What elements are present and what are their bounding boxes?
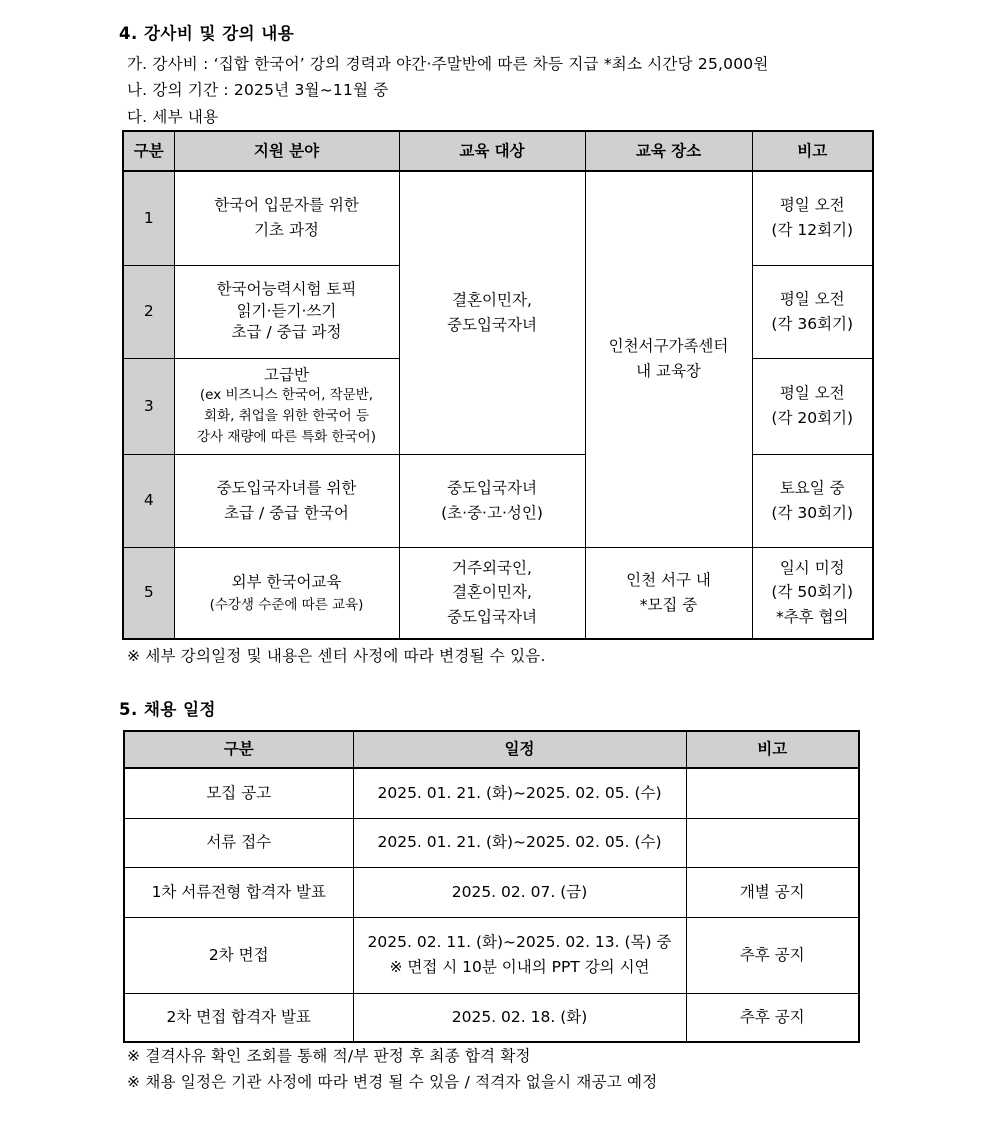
header-place: 교육 장소 bbox=[585, 131, 752, 171]
fee-line: 가. 강사비 : ‘집합 한국어’ 강의 경력과 야간·주말반에 따른 차등 지급 *최소 시간당 25,000원 bbox=[127, 55, 769, 73]
field-cell: 한국어 입문자를 위한 기초 과정 bbox=[174, 171, 399, 265]
table-row bbox=[124, 867, 859, 917]
item-cell: 2차 면접 합격자 발표 bbox=[124, 993, 353, 1042]
target-cell: 거주외국인, 결혼이민자, 중도입국자녀 bbox=[399, 547, 585, 639]
row-number: 1 bbox=[123, 171, 174, 265]
date-cell: 2025. 01. 21. (화)~2025. 02. 05. (수) bbox=[353, 768, 686, 818]
item-cell: 모집 공고 bbox=[124, 768, 353, 818]
date-cell: 2025. 02. 07. (금) bbox=[353, 867, 686, 917]
section-5-footnote-1: ※ 결격사유 확인 조회를 통해 적/부 판정 후 최종 합격 확정 bbox=[127, 1047, 531, 1065]
item-cell: 2차 면접 bbox=[124, 917, 353, 993]
section-5-title: 5. 채용 일정 bbox=[119, 700, 216, 719]
table-row bbox=[123, 454, 873, 547]
note-cell: 평일 오전 (각 20회기) bbox=[752, 358, 873, 454]
header-target: 교육 대상 bbox=[399, 131, 585, 171]
target-cell: 결혼이민자, 중도입국자녀 bbox=[399, 171, 585, 454]
details-line: 다. 세부 내용 bbox=[127, 108, 219, 126]
table-row bbox=[123, 547, 873, 639]
field-cell: 고급반 (ex 비즈니스 한국어, 작문반, 회화, 취업을 위한 한국어 등 강사 재량에 따른 특화 한국어) bbox=[174, 358, 399, 454]
header-category: 구분 bbox=[123, 131, 174, 171]
date-cell: 2025. 02. 18. (화) bbox=[353, 993, 686, 1042]
note-cell: 추후 공지 bbox=[686, 917, 859, 993]
header-note: 비고 bbox=[752, 131, 873, 171]
note-cell: 일시 미정 (각 50회기) *추후 협의 bbox=[752, 547, 873, 639]
header-category: 구분 bbox=[124, 731, 353, 768]
date-cell: 2025. 02. 11. (화)~2025. 02. 13. (목) 중 ※ 면접 시 10분 이내의 PPT 강의 시연 bbox=[353, 917, 686, 993]
row-number: 4 bbox=[123, 454, 174, 547]
table-row bbox=[124, 917, 859, 993]
row-number: 5 bbox=[123, 547, 174, 639]
schedule-table bbox=[123, 730, 860, 1043]
item-cell: 1차 서류전형 합격자 발표 bbox=[124, 867, 353, 917]
field-cell: 한국어능력시험 토픽 읽기·듣기·쓰기 초급 / 중급 과정 bbox=[174, 265, 399, 358]
table-row bbox=[124, 768, 859, 818]
field-cell: 중도입국자녀를 위한 초급 / 중급 한국어 bbox=[174, 454, 399, 547]
note-cell bbox=[686, 818, 859, 867]
field-cell: 외부 한국어교육 (수강생 수준에 따른 교육) bbox=[174, 547, 399, 639]
note-cell: 평일 오전 (각 12회기) bbox=[752, 171, 873, 265]
row-number: 3 bbox=[123, 358, 174, 454]
section-5-footnote-2: ※ 채용 일정은 기관 사정에 따라 변경 될 수 있음 / 적격자 없을시 재공고 예정 bbox=[127, 1073, 658, 1091]
section-4-footnote: ※ 세부 강의일정 및 내용은 센터 사정에 따라 변경될 수 있음. bbox=[127, 647, 546, 665]
period-line: 나. 강의 기간 : 2025년 3월~11월 중 bbox=[127, 81, 389, 99]
note-cell: 평일 오전 (각 36회기) bbox=[752, 265, 873, 358]
place-cell: 인천 서구 내 *모집 중 bbox=[585, 547, 752, 639]
header-field: 지원 분야 bbox=[174, 131, 399, 171]
item-cell: 서류 접수 bbox=[124, 818, 353, 867]
section-4-title: 4. 강사비 및 강의 내용 bbox=[119, 24, 295, 43]
note-cell bbox=[686, 768, 859, 818]
table-row bbox=[124, 818, 859, 867]
lecture-table bbox=[122, 130, 874, 640]
table-row bbox=[123, 171, 873, 265]
note-cell: 토요일 중 (각 30회기) bbox=[752, 454, 873, 547]
note-cell: 개별 공지 bbox=[686, 867, 859, 917]
place-cell: 인천서구가족센터 내 교육장 bbox=[585, 171, 752, 547]
header-schedule: 일정 bbox=[353, 731, 686, 768]
target-cell: 중도입국자녀 (초·중·고·성인) bbox=[399, 454, 585, 547]
row-number: 2 bbox=[123, 265, 174, 358]
date-cell: 2025. 01. 21. (화)~2025. 02. 05. (수) bbox=[353, 818, 686, 867]
table-row bbox=[124, 993, 859, 1042]
header-note: 비고 bbox=[686, 731, 859, 768]
note-cell: 추후 공지 bbox=[686, 993, 859, 1042]
